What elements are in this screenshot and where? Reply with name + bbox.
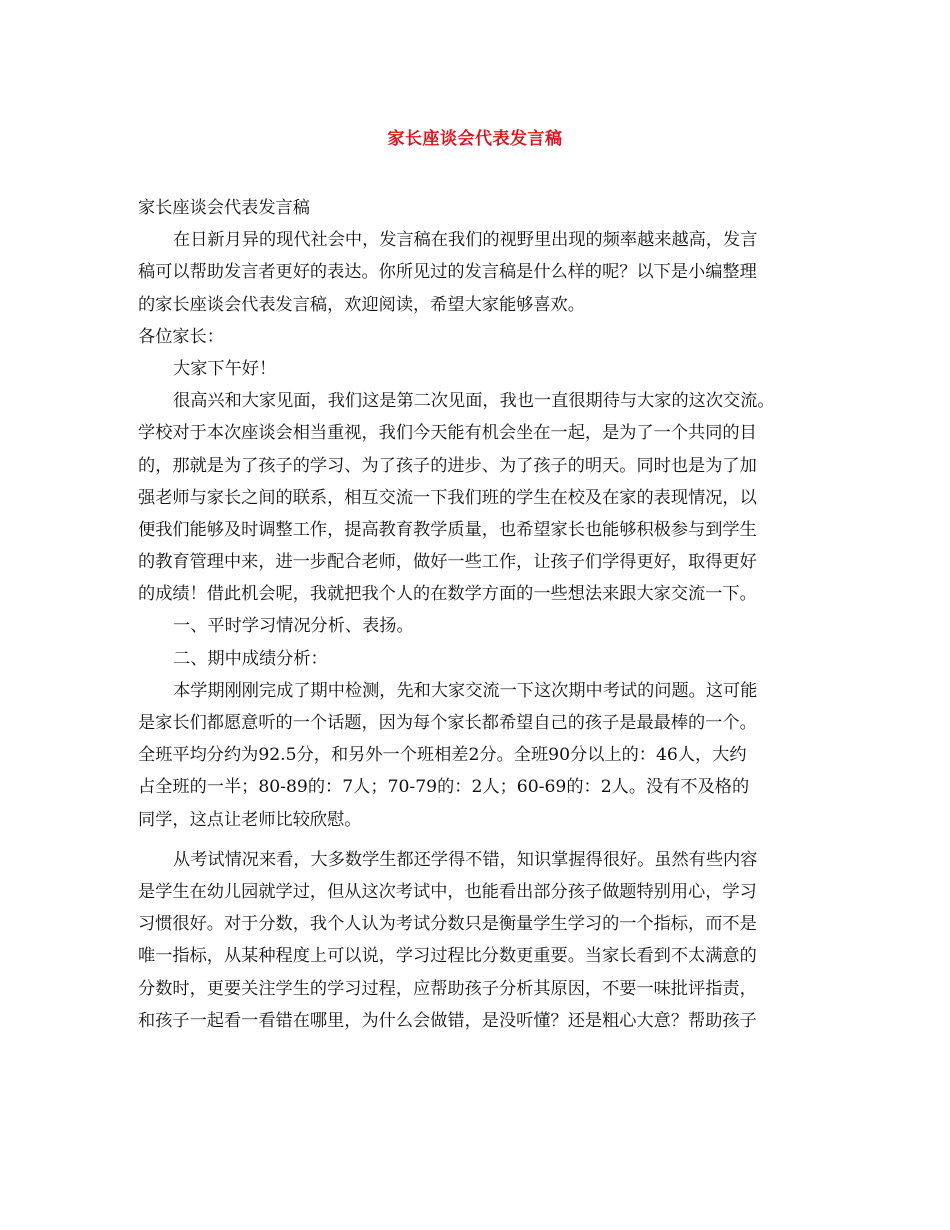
document-body xyxy=(138,192,814,1037)
paragraph-line: 强老师与家长之间的联系，相互交流一下我们班的学生在校及在家的表现情况，以 xyxy=(138,487,757,508)
paragraph-line: 和孩子一起看一看错在哪里，为什么会做错，是没听懂？还是粗心大意？帮助孩子 xyxy=(138,1010,757,1031)
paragraph-line: 全班平均分约为92.5分，和另外一个班相差2分。全班90分以上的：46人，大约 xyxy=(138,745,747,766)
paragraph-line: 便我们能够及时调整工作，提高教育教学质量，也希望家长也能够积极参与到学生 xyxy=(138,519,757,540)
paragraph-line: 从考试情况来看，大多数学生都还学得不错，知识掌握得很好。虽然有些内容 xyxy=(173,849,758,870)
paragraph-line: 的成绩！借此机会呢，我就把我个人的在数学方面的一些想法来跟大家交流一下。 xyxy=(138,584,757,605)
paragraph-line: 是家长们都愿意听的一个话题，因为每个家长都希望自己的孩子是最最棒的一个。 xyxy=(138,713,757,733)
section-heading: 一、平时学习情况分析、表扬。 xyxy=(173,616,414,637)
paragraph-line: 的，那就是为了孩子的学习、为了孩子的进步、为了孩子的明天。同时也是为了加 xyxy=(138,455,757,476)
document-title: 家长座谈会代表发言稿 xyxy=(387,129,563,149)
paragraph-line: 同学，这点让老师比较欣慰。 xyxy=(138,809,362,830)
body-heading: 家长座谈会代表发言稿 xyxy=(138,198,310,218)
paragraph-line: 唯一指标，从某种程度上可以说，学习过程比分数更重要。当家长看到不太满意的 xyxy=(138,946,757,967)
paragraph-line: 是学生在幼儿园就学过，但从这次考试中，也能看出部分孩子做题特别用心，学习 xyxy=(138,881,757,902)
paragraph-line: 的家长座谈会代表发言稿，欢迎阅读，希望大家能够喜欢。 xyxy=(138,294,585,315)
greeting: 大家下午好！ xyxy=(173,358,277,379)
paragraph-line: 在日新月异的现代社会中，发言稿在我们的视野里出现的频率越来越高，发言 xyxy=(173,230,758,251)
paragraph-line: 稿可以帮助发言者更好的表达。你所见过的发言稿是什么样的呢？以下是小编整理 xyxy=(138,262,757,283)
salutation: 各位家长： xyxy=(138,326,224,347)
paragraph-line: 本学期刚刚完成了期中检测，先和大家交流一下这次期中考试的问题。这可能 xyxy=(173,680,758,701)
paragraph-line: 很高兴和大家见面，我们这是第二次见面，我也一直很期待与大家的这次交流。 xyxy=(173,391,775,412)
paragraph-line: 分数时，更要关注学生的学习过程，应帮助孩子分析其原因，不要一味批评指责， xyxy=(138,978,757,999)
paragraph-line: 的教育管理中来，进一步配合老师，做好一些工作，让孩子们学得更好，取得更好 xyxy=(138,552,757,573)
section-heading: 二、期中成绩分析： xyxy=(173,648,328,669)
paragraph-line: 占全班的一半；80-89的：7人；70-79的：2人；60-69的：2人。没有不及格的 xyxy=(138,777,750,798)
paragraph-line: 学校对于本次座谈会相当重视，我们今天能有机会坐在一起，是为了一个共同的目 xyxy=(138,423,757,444)
paragraph-line: 习惯很好。对于分数，我个人认为考试分数只是衡量学生学习的一个指标，而不是 xyxy=(138,914,757,935)
